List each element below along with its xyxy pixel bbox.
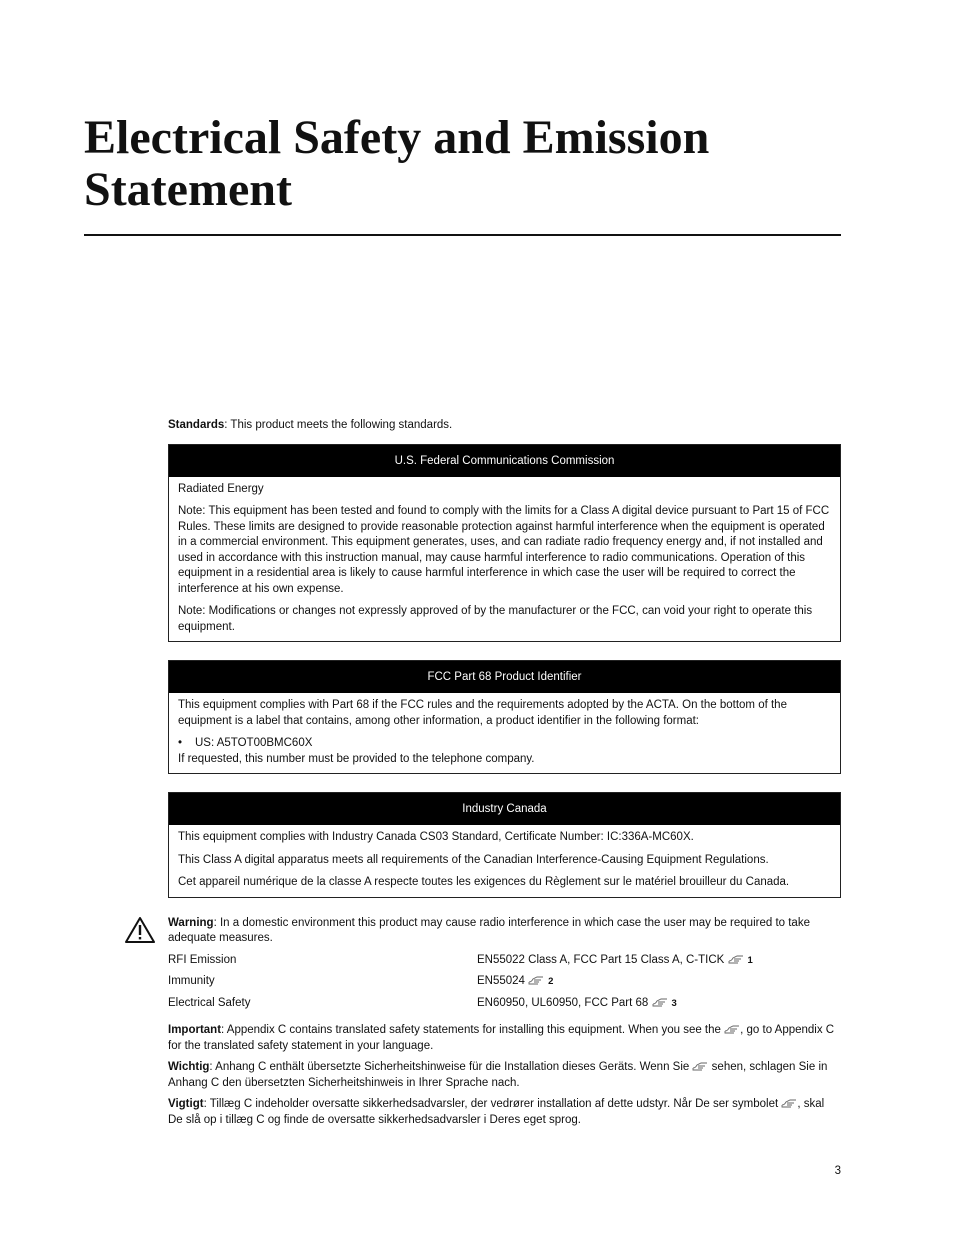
spec-value: EN55022 Class A, FCC Part 15 Class A, C-TICK: [477, 953, 725, 966]
spec-value-cell: [477, 996, 841, 1018]
footnote-ref: 1: [747, 954, 753, 966]
warning-text: [168, 916, 841, 947]
important-text-before: : Appendix C contains translated safety statements for installing this equipment. When you see the: [221, 1024, 725, 1036]
wichtig-label: Wichtig: [168, 1061, 210, 1073]
standards-intro: [168, 418, 841, 434]
important-label: Important: [168, 1024, 222, 1036]
important-note: [168, 1023, 841, 1054]
fcc-part68-paragraph: This equipment complies with Part 68 if the FCC rules and the requirements adopted by the ACTA. On the bottom of the equipment is a label that contains, among other information, a product identifier in the following format:: [178, 699, 787, 727]
pointing-hand-icon: [781, 1098, 797, 1108]
industry-canada-box-header: Industry Canada: [169, 793, 840, 825]
title-divider: [84, 234, 841, 236]
main-content: [168, 418, 841, 1134]
spec-name: Immunity: [168, 975, 215, 987]
bullet-mark: •: [178, 737, 183, 749]
spec-name: Electrical Safety: [168, 996, 251, 1009]
table-row: [168, 953, 841, 975]
pointing-hand-icon: [692, 1061, 708, 1071]
industry-canada-paragraph: This equipment complies with Industry Canada CS03 Standard, Certificate Number: IC:336A-MC60X.: [178, 831, 694, 843]
fcc-part68-box-body: [169, 693, 840, 773]
standards-label: Standards: [168, 419, 225, 431]
table-row: [168, 996, 841, 1018]
fcc-part68-box: [168, 660, 841, 774]
fcc-box-body: [169, 477, 840, 642]
important-text-after: , go to Appendix C for the translated safety statement in your language.: [168, 1024, 835, 1052]
industry-canada-box-body: [169, 825, 840, 897]
footnote-ref: 3: [671, 997, 677, 1009]
fcc-box: [168, 444, 841, 643]
pointing-hand-icon: [724, 1024, 740, 1034]
spec-name: RFI Emission: [168, 953, 237, 966]
pointing-hand-icon: [528, 975, 544, 985]
spec-value-cell: [477, 974, 841, 996]
pointing-hand-icon: [652, 997, 668, 1007]
fcc-box-header: U.S. Federal Communications Commission: [169, 445, 840, 477]
industry-canada-paragraph: This Class A digital apparatus meets all requirements of the Canadian Interference-Causing Equipment Regulations.: [178, 853, 769, 866]
warning-triangle-icon: [124, 916, 156, 944]
table-row: [168, 974, 841, 996]
warning-body: : In a domestic environment this product may cause radio interference in which case the user may be required to take adequate measures.: [168, 916, 810, 944]
spec-value: EN60950, UL60950, FCC Part 68: [477, 996, 649, 1009]
fcc-paragraph: Note: This equipment has been tested and found to comply with the limits for a Class A digital device pursuant to Part 15 of FCC Rules. These limits are designed to provide reasonable protection against harmful interference when the equipment is operated in a commercial environment. This equipment generates, uses, and can radiate radio frequency energy and, if not installed and used in accordance with this instruction manual, may cause harmful interference to radio communications. Operation of this equipment in a residential area is likely to cause harmful interference in which case the user will be required to correct the interference at his own expense.: [178, 505, 830, 595]
page-number: 3: [834, 1165, 841, 1177]
wichtig-text-after: sehen, schlagen Sie in Anhang C den übersetzten Sicherheitshinweis in Ihrer Sprache nach.: [168, 1061, 828, 1089]
industry-canada-paragraph: Cet appareil numérique de la classe A respecte toutes les exigences du Règlement sur le matériel brouilleur du Canada.: [178, 876, 790, 888]
warning-section: [168, 916, 841, 947]
vigtigt-text-after: , skal De slå op i tillæg C og finde de oversatte sikkerhedsadvarsler i Deres eget sprog.: [168, 1098, 825, 1126]
vigtigt-text-before: : Tillæg C indeholder oversatte sikkerhedsadvarsler, der vedrører installation af dette udstyr. Når De ser symbolet: [203, 1098, 782, 1110]
warning-label: Warning: [168, 916, 214, 929]
industry-canada-box: [168, 792, 841, 898]
vigtigt-label: Vigtigt: [168, 1098, 204, 1110]
wichtig-text-before: : Anhang C enthält übersetzte Sicherheitshinweise für die Installation dieses Geräts. Wenn Sie: [209, 1061, 693, 1073]
footnote-ref: 2: [548, 976, 554, 987]
standards-table: [168, 953, 841, 1018]
product-identifier-bullet: [178, 736, 831, 752]
vigtigt-note: [168, 1097, 841, 1128]
page-title: Electrical Safety and Emission Statement: [84, 111, 710, 216]
product-identifier: US: A5TOT00BMC60X: [195, 737, 313, 749]
standards-text: : This product meets the following standards.: [224, 419, 453, 431]
fcc-part68-box-header: FCC Part 68 Product Identifier: [169, 661, 840, 693]
spec-value-cell: [477, 953, 841, 975]
fcc-part68-after-text: If requested, this number must be provided to the telephone company.: [178, 752, 535, 765]
fcc-paragraph: Radiated Energy: [178, 482, 264, 495]
spec-value: EN55024: [477, 975, 525, 987]
fcc-paragraph: Note: Modifications or changes not expressly approved of by the manufacturer or the FCC, can void your right to operate this equipment.: [178, 605, 813, 633]
pointing-hand-icon: [728, 954, 744, 964]
wichtig-note: [168, 1060, 841, 1091]
